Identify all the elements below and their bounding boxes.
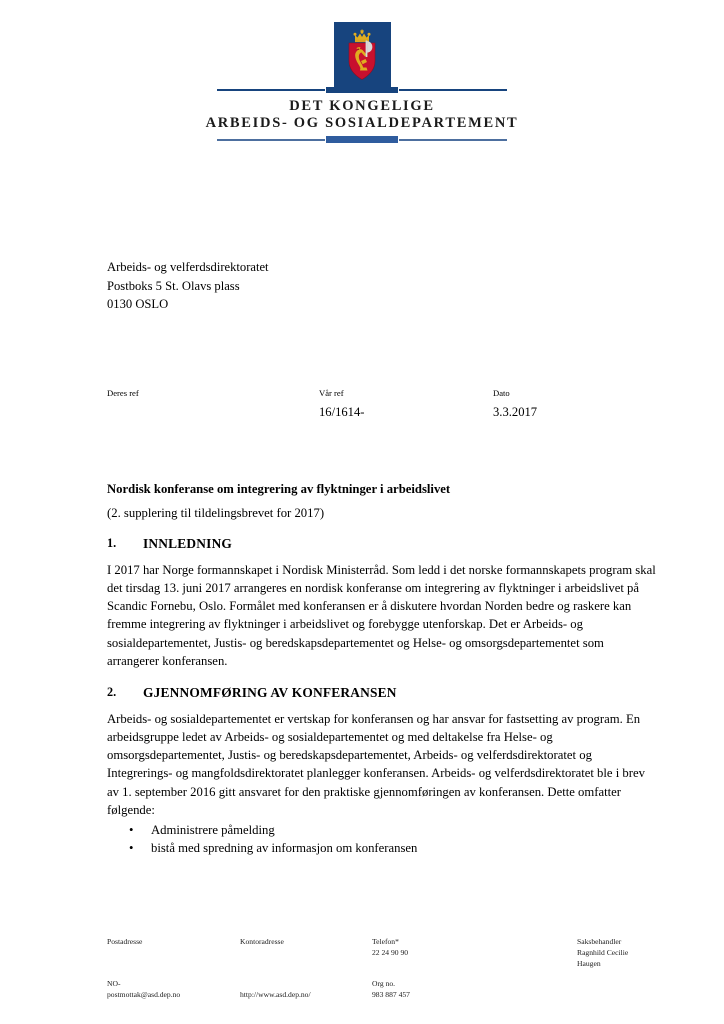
footer-orgno-block bbox=[372, 978, 577, 1000]
footer-saksbehandler-heading: Saksbehandler bbox=[577, 937, 622, 946]
footer-kontoradresse-spacer bbox=[240, 978, 372, 989]
bullet-icon: • bbox=[129, 841, 134, 856]
document-subject: Nordisk konferanse om integrering av flyktninger i arbeidslivet bbox=[107, 482, 451, 496]
footer-heading-row bbox=[107, 936, 659, 969]
footer-detail-row bbox=[107, 978, 659, 1000]
label-dato: Dato bbox=[493, 388, 510, 398]
footer-orgno-value: 983 887 457 bbox=[372, 990, 410, 999]
addressee-line-2: Postboks 5 St. Olavs plass bbox=[107, 278, 240, 293]
reference-header-row bbox=[107, 388, 659, 399]
section-1-heading bbox=[107, 536, 659, 552]
section-1-title: INNLEDNING bbox=[143, 536, 233, 551]
footer-saksbehandler-name-1: Ragnhild Cecilie bbox=[577, 948, 629, 957]
section-2-number: 2. bbox=[107, 685, 117, 699]
value-dato: 3.3.2017 bbox=[493, 405, 538, 420]
page-footer bbox=[107, 936, 659, 1000]
footer-country-prefix: NO- bbox=[107, 979, 121, 988]
section-2 bbox=[107, 685, 659, 858]
letterhead bbox=[0, 22, 724, 143]
label-var-ref: Vår ref bbox=[319, 388, 344, 398]
section-2-title: GJENNOMFØRING AV KONFERANSEN bbox=[143, 685, 397, 700]
list-item bbox=[129, 839, 659, 857]
footer-telefon-number: 22 24 90 90 bbox=[372, 948, 409, 957]
footer-orgno-label: Org no. bbox=[372, 979, 396, 988]
norwegian-coat-of-arms-icon bbox=[343, 29, 381, 81]
section-1 bbox=[107, 536, 659, 670]
footer-email[interactable]: postmottak@asd.dep.no bbox=[107, 990, 181, 999]
list-item bbox=[129, 821, 659, 839]
letterhead-line-2: ARBEIDS- OG SOSIALDEPARTEMENT bbox=[205, 115, 519, 132]
letterhead-rule-top bbox=[217, 87, 507, 93]
addressee-line-3: 0130 OSLO bbox=[107, 297, 169, 312]
footer-postadresse-detail bbox=[107, 978, 240, 1000]
footer-kontoradresse-detail bbox=[240, 978, 372, 1000]
section-1-paragraph-1: I 2017 har Norge formannskapet i Nordisk Ministerråd. Som ledd i det norske formannskapets program skal det tirsdag 13. juni 2017 arrangeres en nordisk konferanse om integrering av flyktninger i arbeidslivet på Scandic Fornebu, Oslo. Formålet med konferansen er å diskutere hvordan Norden bedre og raskere kan fremme integrering av flyktninger i arbeidslivet og forebygge utenforskap. Det er Arbeids- og sosialdepartementet, Justis- og beredskapsdepartementet og Helse- og omsorgsdepartementet som arrangerer konferansen. bbox=[107, 563, 656, 668]
reference-table bbox=[107, 388, 659, 422]
footer-col4-spacer bbox=[577, 978, 659, 1000]
footer-telefon-heading: Telefon* bbox=[372, 937, 399, 946]
footer-saksbehandler-block bbox=[577, 936, 659, 969]
footer-saksbehandler-name-2: Haugen bbox=[577, 959, 601, 968]
bullet-label: Administrere påmelding bbox=[151, 822, 275, 837]
bullet-label: bistå med spredning av informasjon om konferansen bbox=[151, 841, 418, 856]
addressee-line-1: Arbeids- og velferdsdirektoratet bbox=[107, 260, 269, 274]
letterhead-line-1: DET KONGELIGE bbox=[289, 98, 435, 114]
footer-telefon-block bbox=[372, 936, 577, 969]
coat-of-arms-band bbox=[334, 22, 391, 87]
footer-kontoradresse-heading: Kontoradresse bbox=[240, 937, 284, 946]
section-2-bullet-list bbox=[107, 821, 659, 858]
section-2-heading bbox=[107, 685, 659, 701]
label-deres-ref: Deres ref bbox=[107, 388, 139, 398]
reference-value-row bbox=[107, 403, 659, 422]
document-subject-note: (2. supplering til tildelingsbrevet for 2017) bbox=[107, 506, 325, 520]
section-1-number: 1. bbox=[107, 536, 117, 550]
addressee-block bbox=[107, 258, 269, 314]
footer-postadresse-heading: Postadresse bbox=[107, 937, 143, 946]
footer-website-url[interactable]: http://www.asd.dep.no/ bbox=[240, 990, 311, 999]
bullet-icon: • bbox=[129, 822, 134, 837]
section-2-paragraph-1: Arbeids- og sosialdepartementet er vertskap for konferansen og har ansvar for fastsetting av program. En arbeidsgruppe ledet av Arbeids- og sosialdepartementet og med deltakelse fra Helse- og omsorgsdepartementet, Justis- og beredskapsdepartementet, Arbeids- og velferdsdirektoratet og Integrerings- og mangfoldsdirektoratet planlegger konferansen. Arbeids- og velferdsdirektoratet ble i brev av 1. september 2016 gitt ansvaret for den praktiske gjennomføringen av konferansen. Dette omfatter følgende: bbox=[107, 712, 645, 817]
value-deres-ref bbox=[107, 403, 319, 422]
letterhead-rule-bottom bbox=[217, 136, 507, 143]
value-var-ref: 16/1614- bbox=[319, 405, 365, 420]
